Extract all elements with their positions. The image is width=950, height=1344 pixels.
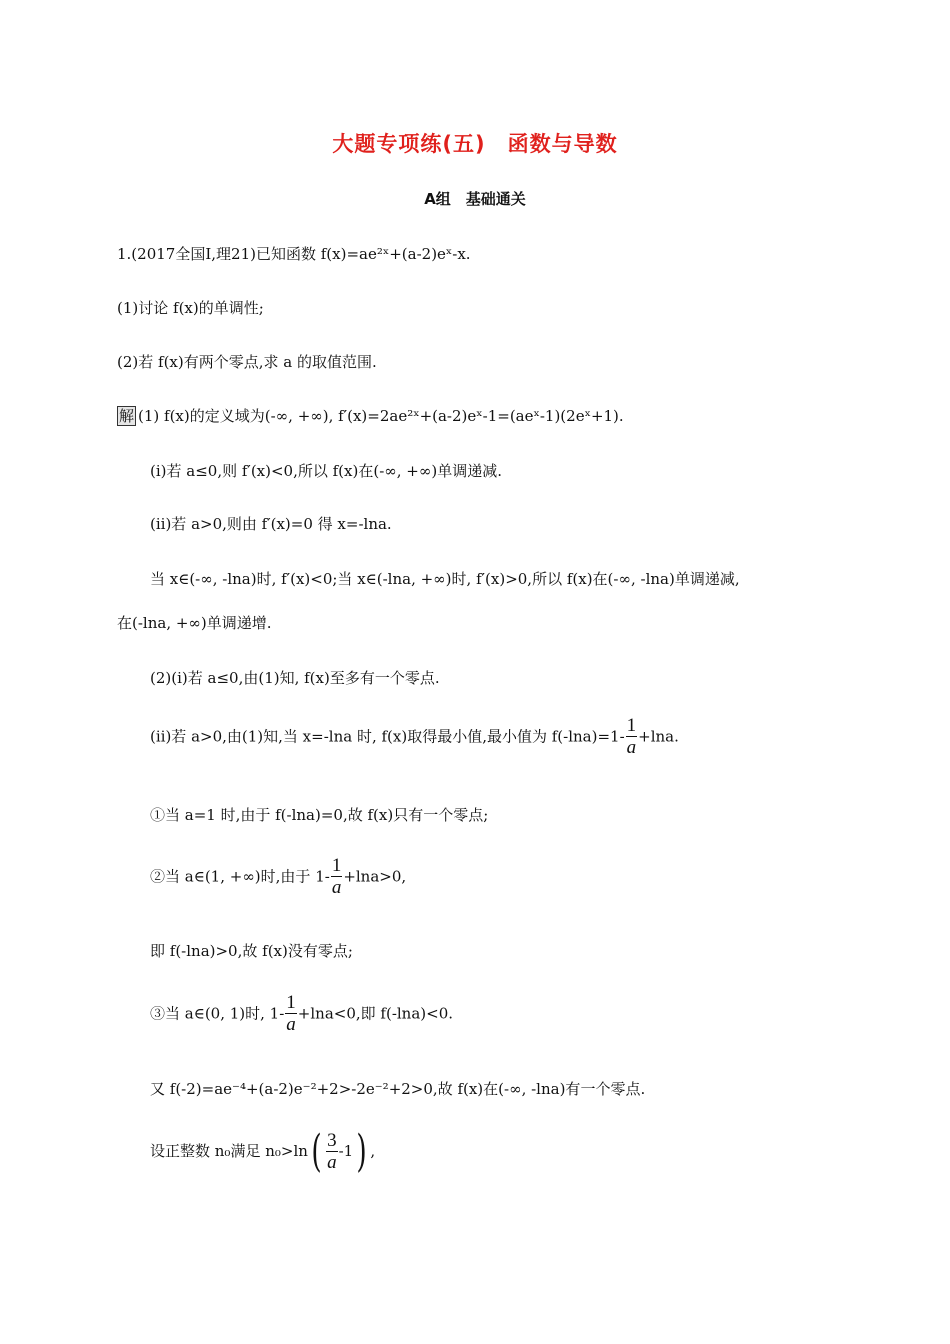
solution-text-7a: (ⅱ)若 a>0,由(1)知,当 x=-lna 时, f(x)取得最小值,最小值为 f(-lna)=1- [150, 727, 625, 746]
problem-part-2: (2)若 f(x)有两个零点,求 a 的取值范围. [117, 353, 377, 371]
solution-line-6: (2)(ⅰ)若 a≤0,由(1)知, f(x)至多有一个零点. [150, 669, 440, 687]
solution-line-8: ①当 a=1 时,由于 f(-lna)=0,故 f(x)只有一个零点; [150, 806, 489, 824]
fraction-numerator: 3 [327, 1129, 337, 1151]
right-paren: ) [356, 1126, 367, 1177]
solution-line-3: (ⅱ)若 a>0,则由 f′(x)=0 得 x=-lna. [150, 515, 392, 533]
solution-text-13a: 设正整数 n₀满足 n₀>ln [150, 1142, 308, 1160]
solution-line-1 [117, 405, 624, 427]
solution-line-5: 在(-lna, +∞)单调递增. [117, 614, 272, 632]
solution-text-7b: +lna. [638, 727, 679, 746]
solution-line-7 [150, 716, 679, 759]
problem-statement: 1.(2017全国Ⅰ,理21)已知函数 f(x)=ae²ˣ+(a-2)eˣ-x. [117, 245, 471, 263]
solution-line-12: 又 f(-2)=ae⁻⁴+(a-2)e⁻²+2>-2e⁻²+2>0,故 f(x)在(-∞, -lna)有一个零点. [150, 1080, 646, 1098]
fraction-numerator: 1 [626, 715, 637, 736]
answer-mark: 解 [119, 407, 135, 425]
page-title: 大题专项练(五) 函数与导数 [332, 132, 618, 156]
solution-line-9 [150, 856, 406, 899]
solution-line-10: 即 f(-lna)>0,故 f(x)没有零点; [150, 942, 353, 960]
solution-text-11b: +lna<0,即 f(-lna)<0. [297, 1004, 454, 1023]
minus-one: -1 [338, 1142, 354, 1160]
solution-line-4: 当 x∈(-∞, -lna)时, f′(x)<0;当 x∈(-lna, +∞)时, f′(x)>0,所以 f(x)在(-∞, -lna)单调递减, [150, 570, 740, 588]
solution-line-2: (ⅰ)若 a≤0,则 f′(x)<0,所以 f(x)在(-∞, +∞)单调递减. [150, 462, 502, 480]
fraction-denominator: a [331, 877, 342, 898]
solution-text-1: (1) f(x)的定义域为(-∞, +∞), f′(x)=2ae²ˣ+(a-2)eˣ-1=(aeˣ-1)(2eˣ+1). [138, 407, 624, 425]
group-heading: A组 基础通关 [424, 190, 526, 208]
solution-text-9b: +lna>0, [343, 867, 407, 886]
problem-part-1: (1)讨论 f(x)的单调性; [117, 299, 264, 317]
left-paren: ( [311, 1126, 322, 1177]
solution-text-11a: ③当 a∈(0, 1)时, 1- [150, 1004, 285, 1023]
solution-text-9a: ②当 a∈(1, +∞)时,由于 1- [150, 867, 330, 886]
solution-text-13b: , [370, 1142, 376, 1160]
fraction-one-over-a [626, 716, 638, 759]
fraction-one-over-a [285, 993, 297, 1036]
solution-line-13 [150, 1126, 376, 1177]
fraction-numerator: 1 [331, 855, 342, 876]
fraction-three-over-a [326, 1131, 338, 1174]
fraction-denominator: a [286, 1014, 296, 1035]
fraction-denominator: a [626, 737, 637, 758]
fraction-numerator: 1 [286, 992, 296, 1013]
fraction-denominator: a [327, 1151, 337, 1173]
solution-line-11 [150, 993, 453, 1036]
fraction-one-over-a [331, 856, 343, 899]
